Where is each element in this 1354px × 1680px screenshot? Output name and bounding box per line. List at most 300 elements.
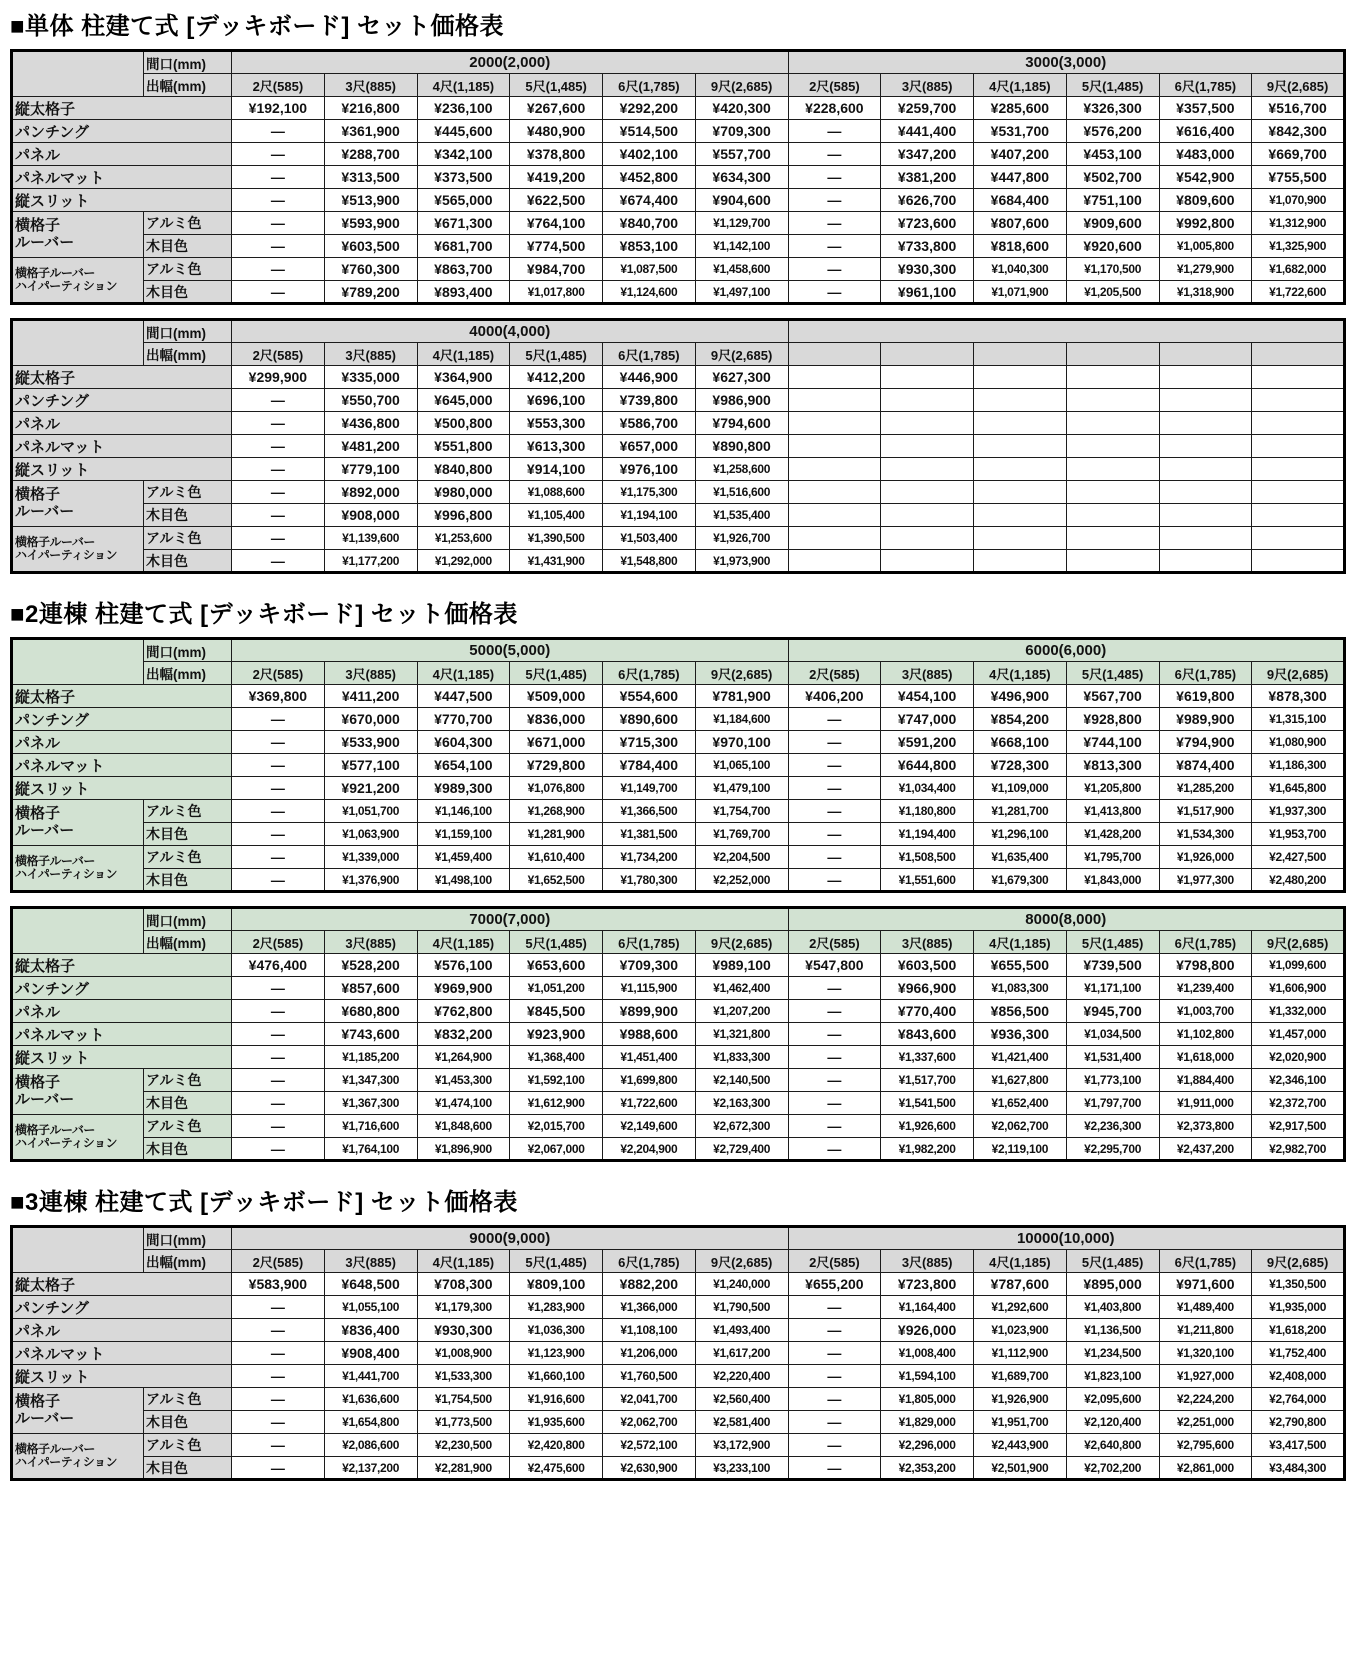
depth-header: 3尺(885) bbox=[881, 662, 974, 685]
table-row bbox=[12, 212, 1345, 235]
price-cell: ¥299,900 bbox=[232, 366, 325, 389]
price-cell: ¥381,200 bbox=[881, 166, 974, 189]
price-cell: ¥1,146,100 bbox=[417, 800, 510, 823]
table-row bbox=[12, 166, 1345, 189]
price-cell: ¥3,484,300 bbox=[1252, 1457, 1345, 1480]
price-cell: ¥842,300 bbox=[1252, 120, 1345, 143]
price-cell: ¥728,300 bbox=[974, 754, 1067, 777]
price-cell: ¥781,900 bbox=[695, 685, 788, 708]
price-cell: ¥2,572,100 bbox=[603, 1434, 696, 1457]
price-cell: ¥1,833,300 bbox=[695, 1046, 788, 1069]
price-cell: ¥347,200 bbox=[881, 143, 974, 166]
price-cell: ¥1,175,300 bbox=[603, 481, 696, 504]
row-sub-label: 木目色 bbox=[144, 869, 232, 892]
row-group-label: 横格子 ルーバー bbox=[12, 1388, 144, 1434]
price-cell: ¥1,498,100 bbox=[417, 869, 510, 892]
price-cell: ¥285,600 bbox=[974, 97, 1067, 120]
price-cell: — bbox=[788, 166, 881, 189]
price-cell: ¥1,935,000 bbox=[1252, 1296, 1345, 1319]
depth-header: 9尺(2,685) bbox=[1252, 1250, 1345, 1273]
price-cell: ¥357,500 bbox=[1159, 97, 1252, 120]
price-cell: ¥743,600 bbox=[324, 1023, 417, 1046]
price-cell: ¥892,000 bbox=[324, 481, 417, 504]
price-cell: ¥373,500 bbox=[417, 166, 510, 189]
price-cell: ¥809,600 bbox=[1159, 189, 1252, 212]
price-cell: ¥1,179,300 bbox=[417, 1296, 510, 1319]
price-cell: ¥2,252,000 bbox=[695, 869, 788, 892]
depth-header: 3尺(885) bbox=[881, 1250, 974, 1273]
price-cell: — bbox=[788, 1434, 881, 1457]
empty-cell bbox=[974, 458, 1067, 481]
price-cell: ¥1,381,500 bbox=[603, 823, 696, 846]
empty-cell bbox=[788, 458, 881, 481]
depth-header: 4尺(1,185) bbox=[417, 1250, 510, 1273]
price-cell: — bbox=[788, 977, 881, 1000]
price-cell: ¥593,900 bbox=[324, 212, 417, 235]
row-group-label: 横格子 ルーバー bbox=[12, 800, 144, 846]
depth-header: 9尺(2,685) bbox=[695, 1250, 788, 1273]
price-cell: ¥335,000 bbox=[324, 366, 417, 389]
table-row bbox=[12, 504, 1345, 527]
price-cell: ¥1,239,400 bbox=[1159, 977, 1252, 1000]
row-label: パンチング bbox=[12, 977, 232, 1000]
table-row bbox=[12, 1457, 1345, 1480]
price-cell: ¥920,600 bbox=[1066, 235, 1159, 258]
price-cell: ¥3,172,900 bbox=[695, 1434, 788, 1457]
price-cell: — bbox=[232, 281, 325, 304]
price-cell: ¥509,000 bbox=[510, 685, 603, 708]
empty-cell bbox=[1159, 389, 1252, 412]
price-cell: ¥747,000 bbox=[881, 708, 974, 731]
empty-cell bbox=[881, 389, 974, 412]
price-cell: ¥1,177,200 bbox=[324, 550, 417, 573]
maguchi-header: 間口(mm) bbox=[144, 1227, 232, 1250]
price-cell: — bbox=[232, 1342, 325, 1365]
price-cell: ¥1,159,100 bbox=[417, 823, 510, 846]
price-cell: — bbox=[232, 1319, 325, 1342]
price-cell: ¥2,296,000 bbox=[881, 1434, 974, 1457]
price-cell: ¥619,800 bbox=[1159, 685, 1252, 708]
depth-header: 2尺(585) bbox=[788, 931, 881, 954]
price-cell: ¥1,194,400 bbox=[881, 823, 974, 846]
price-cell: ¥770,400 bbox=[881, 1000, 974, 1023]
price-cell: ¥1,281,700 bbox=[974, 800, 1067, 823]
price-cell: ¥936,300 bbox=[974, 1023, 1067, 1046]
price-cell: ¥930,300 bbox=[881, 258, 974, 281]
price-cell: ¥496,900 bbox=[974, 685, 1067, 708]
price-cell: ¥671,000 bbox=[510, 731, 603, 754]
price-cell: — bbox=[232, 869, 325, 892]
table-row bbox=[12, 550, 1345, 573]
price-cell: ¥1,722,600 bbox=[603, 1092, 696, 1115]
table-row bbox=[12, 281, 1345, 304]
table-row bbox=[12, 1000, 1345, 1023]
price-cell: ¥655,200 bbox=[788, 1273, 881, 1296]
price-cell: ¥789,200 bbox=[324, 281, 417, 304]
depth-header: 3尺(885) bbox=[881, 931, 974, 954]
price-cell: ¥1,682,000 bbox=[1252, 258, 1345, 281]
empty-cell bbox=[1252, 458, 1345, 481]
price-cell: ¥1,679,300 bbox=[974, 869, 1067, 892]
depth-header: 9尺(2,685) bbox=[695, 74, 788, 97]
price-cell: — bbox=[232, 1138, 325, 1161]
price-cell: ¥1,076,800 bbox=[510, 777, 603, 800]
price-cell: — bbox=[232, 412, 325, 435]
price-cell: ¥1,843,000 bbox=[1066, 869, 1159, 892]
price-cell: ¥1,350,500 bbox=[1252, 1273, 1345, 1296]
price-cell: ¥2,630,900 bbox=[603, 1457, 696, 1480]
price-cell: ¥709,300 bbox=[695, 120, 788, 143]
price-cell: ¥1,279,900 bbox=[1159, 258, 1252, 281]
width-header: 10000(10,000) bbox=[788, 1227, 1345, 1250]
width-header: 5000(5,000) bbox=[232, 639, 789, 662]
depth-header: 9尺(2,685) bbox=[695, 343, 788, 366]
table-row bbox=[12, 869, 1345, 892]
price-cell: ¥1,055,100 bbox=[324, 1296, 417, 1319]
empty-cell bbox=[974, 481, 1067, 504]
row-label: パネル bbox=[12, 731, 232, 754]
price-cell: ¥1,065,100 bbox=[695, 754, 788, 777]
table-row bbox=[12, 366, 1345, 389]
price-cell: — bbox=[232, 504, 325, 527]
debaba-header: 出幅(mm) bbox=[144, 1250, 232, 1273]
depth-header: 6尺(1,785) bbox=[603, 74, 696, 97]
table-row bbox=[12, 754, 1345, 777]
price-cell: — bbox=[232, 1046, 325, 1069]
price-cell: ¥1,170,500 bbox=[1066, 258, 1159, 281]
price-cell: ¥845,500 bbox=[510, 1000, 603, 1023]
price-cell: ¥1,376,900 bbox=[324, 869, 417, 892]
price-cell: — bbox=[232, 1411, 325, 1434]
price-cell: ¥774,500 bbox=[510, 235, 603, 258]
row-sub-label: アルミ色 bbox=[144, 1115, 232, 1138]
price-cell: ¥1,258,600 bbox=[695, 458, 788, 481]
price-cell: ¥553,300 bbox=[510, 412, 603, 435]
empty-cell bbox=[1066, 550, 1159, 573]
row-label: 縦スリット bbox=[12, 1365, 232, 1388]
price-cell: ¥674,400 bbox=[603, 189, 696, 212]
price-cell: ¥1,315,100 bbox=[1252, 708, 1345, 731]
price-cell: ¥446,900 bbox=[603, 366, 696, 389]
section-three-unit bbox=[10, 1182, 1346, 1481]
price-cell: ¥480,900 bbox=[510, 120, 603, 143]
table-row bbox=[12, 685, 1345, 708]
price-cell: ¥1,206,000 bbox=[603, 1342, 696, 1365]
price-cell: ¥2,729,400 bbox=[695, 1138, 788, 1161]
section-two-unit bbox=[10, 594, 1346, 1162]
price-cell: ¥715,300 bbox=[603, 731, 696, 754]
price-cell: ¥1,937,300 bbox=[1252, 800, 1345, 823]
price-cell: ¥684,400 bbox=[974, 189, 1067, 212]
price-cell: ¥708,300 bbox=[417, 1273, 510, 1296]
price-cell: ¥1,618,000 bbox=[1159, 1046, 1252, 1069]
row-group-label: 横格子ルーバー ハイパーティション bbox=[12, 1434, 144, 1480]
price-cell: ¥445,600 bbox=[417, 120, 510, 143]
depth-header: 4尺(1,185) bbox=[417, 74, 510, 97]
price-cell: ¥1,951,700 bbox=[974, 1411, 1067, 1434]
depth-header: 5尺(1,485) bbox=[510, 1250, 603, 1273]
price-cell: ¥1,105,400 bbox=[510, 504, 603, 527]
row-label: パンチング bbox=[12, 708, 232, 731]
price-cell: ¥653,600 bbox=[510, 954, 603, 977]
row-group-label: 横格子 ルーバー bbox=[12, 481, 144, 527]
price-cell: ¥1,253,600 bbox=[417, 527, 510, 550]
price-cell: ¥2,295,700 bbox=[1066, 1138, 1159, 1161]
price-cell: — bbox=[788, 777, 881, 800]
price-cell: ¥908,000 bbox=[324, 504, 417, 527]
price-table-host bbox=[10, 318, 1346, 574]
row-sub-label: アルミ色 bbox=[144, 212, 232, 235]
price-cell: ¥634,300 bbox=[695, 166, 788, 189]
price-cell: ¥603,500 bbox=[324, 235, 417, 258]
empty-cell bbox=[1159, 504, 1252, 527]
row-sub-label: アルミ色 bbox=[144, 1388, 232, 1411]
price-cell: ¥502,700 bbox=[1066, 166, 1159, 189]
price-cell: ¥1,508,500 bbox=[881, 846, 974, 869]
price-cell: ¥1,332,000 bbox=[1252, 1000, 1345, 1023]
empty-cell bbox=[1159, 366, 1252, 389]
row-label: パネル bbox=[12, 412, 232, 435]
price-cell: ¥813,300 bbox=[1066, 754, 1159, 777]
table-row bbox=[12, 1138, 1345, 1161]
row-label: 縦太格子 bbox=[12, 366, 232, 389]
price-cell: ¥760,300 bbox=[324, 258, 417, 281]
row-label: パンチング bbox=[12, 120, 232, 143]
row-group-label: 横格子ルーバー ハイパーティション bbox=[12, 527, 144, 573]
price-table bbox=[10, 318, 1346, 574]
price-cell: ¥1,797,700 bbox=[1066, 1092, 1159, 1115]
price-cell: ¥2,917,500 bbox=[1252, 1115, 1345, 1138]
empty-cell bbox=[1066, 481, 1159, 504]
price-cell: — bbox=[232, 166, 325, 189]
price-cell: ¥1,112,900 bbox=[974, 1342, 1067, 1365]
price-cell: ¥514,500 bbox=[603, 120, 696, 143]
price-cell: ¥342,100 bbox=[417, 143, 510, 166]
price-cell: ¥2,220,400 bbox=[695, 1365, 788, 1388]
price-cell: ¥447,500 bbox=[417, 685, 510, 708]
price-cell: ¥744,100 bbox=[1066, 731, 1159, 754]
table-row bbox=[12, 846, 1345, 869]
empty-cell bbox=[788, 412, 881, 435]
price-cell: ¥627,300 bbox=[695, 366, 788, 389]
empty-cell bbox=[974, 435, 1067, 458]
price-cell: ¥1,535,400 bbox=[695, 504, 788, 527]
price-cell: ¥1,474,100 bbox=[417, 1092, 510, 1115]
price-cell: ¥2,204,900 bbox=[603, 1138, 696, 1161]
price-cell: ¥1,926,900 bbox=[974, 1388, 1067, 1411]
price-cell: ¥1,760,500 bbox=[603, 1365, 696, 1388]
price-cell: ¥836,000 bbox=[510, 708, 603, 731]
price-cell: ¥1,003,700 bbox=[1159, 1000, 1252, 1023]
row-group-label: 横格子ルーバー ハイパーティション bbox=[12, 846, 144, 892]
price-cell: ¥1,618,200 bbox=[1252, 1319, 1345, 1342]
price-cell: ¥2,041,700 bbox=[603, 1388, 696, 1411]
price-cell: ¥926,000 bbox=[881, 1319, 974, 1342]
price-cell: — bbox=[232, 527, 325, 550]
price-cell: ¥1,071,900 bbox=[974, 281, 1067, 304]
price-cell: ¥921,200 bbox=[324, 777, 417, 800]
price-cell: ¥945,700 bbox=[1066, 1000, 1159, 1023]
price-cell: ¥288,700 bbox=[324, 143, 417, 166]
price-cell: ¥853,100 bbox=[603, 235, 696, 258]
row-label: 縦太格子 bbox=[12, 1273, 232, 1296]
price-cell: ¥1,337,600 bbox=[881, 1046, 974, 1069]
section-title: ■3連棟 柱建て式 [デッキボード] セット価格表 bbox=[10, 1189, 518, 1216]
price-cell: ¥1,610,400 bbox=[510, 846, 603, 869]
table-row bbox=[12, 458, 1345, 481]
price-cell: ¥818,600 bbox=[974, 235, 1067, 258]
price-cell: ¥1,063,900 bbox=[324, 823, 417, 846]
price-cell: ¥909,600 bbox=[1066, 212, 1159, 235]
price-cell: ¥668,100 bbox=[974, 731, 1067, 754]
price-cell: ¥970,100 bbox=[695, 731, 788, 754]
price-cell: — bbox=[232, 1457, 325, 1480]
price-cell: ¥1,977,300 bbox=[1159, 869, 1252, 892]
price-cell: ¥2,230,500 bbox=[417, 1434, 510, 1457]
price-cell: ¥577,100 bbox=[324, 754, 417, 777]
price-cell: ¥1,823,100 bbox=[1066, 1365, 1159, 1388]
price-cell: ¥436,800 bbox=[324, 412, 417, 435]
row-sub-label: 木目色 bbox=[144, 1457, 232, 1480]
price-cell: ¥1,431,900 bbox=[510, 550, 603, 573]
debaba-header: 出幅(mm) bbox=[144, 931, 232, 954]
price-cell: ¥1,080,900 bbox=[1252, 731, 1345, 754]
price-cell: ¥452,800 bbox=[603, 166, 696, 189]
empty-cell bbox=[788, 389, 881, 412]
depth-header: 4尺(1,185) bbox=[974, 1250, 1067, 1273]
price-cell: ¥1,953,700 bbox=[1252, 823, 1345, 846]
table-row bbox=[12, 1411, 1345, 1434]
empty-cell bbox=[788, 435, 881, 458]
price-cell: ¥1,829,000 bbox=[881, 1411, 974, 1434]
price-cell: ¥840,700 bbox=[603, 212, 696, 235]
price-cell: ¥923,900 bbox=[510, 1023, 603, 1046]
price-cell: ¥836,400 bbox=[324, 1319, 417, 1342]
price-cell: — bbox=[788, 1342, 881, 1365]
price-cell: ¥454,100 bbox=[881, 685, 974, 708]
depth-header bbox=[881, 343, 974, 366]
price-cell: ¥1,592,100 bbox=[510, 1069, 603, 1092]
empty-cell bbox=[1252, 504, 1345, 527]
corner-cell bbox=[12, 639, 144, 685]
price-cell: ¥1,040,300 bbox=[974, 258, 1067, 281]
price-cell: ¥1,790,500 bbox=[695, 1296, 788, 1319]
price-cell: — bbox=[788, 754, 881, 777]
price-cell: — bbox=[232, 823, 325, 846]
price-cell: ¥1,321,800 bbox=[695, 1023, 788, 1046]
price-cell: ¥798,800 bbox=[1159, 954, 1252, 977]
empty-cell bbox=[1066, 458, 1159, 481]
price-cell: ¥1,109,000 bbox=[974, 777, 1067, 800]
depth-header bbox=[1252, 343, 1345, 366]
section-title: ■単体 柱建て式 [デッキボード] セット価格表 bbox=[10, 13, 505, 40]
price-cell: ¥1,366,500 bbox=[603, 800, 696, 823]
price-cell: ¥1,185,200 bbox=[324, 1046, 417, 1069]
price-cell: ¥1,051,700 bbox=[324, 800, 417, 823]
price-cell: ¥2,137,200 bbox=[324, 1457, 417, 1480]
table-row bbox=[12, 120, 1345, 143]
price-cell: ¥1,180,800 bbox=[881, 800, 974, 823]
row-sub-label: 木目色 bbox=[144, 504, 232, 527]
depth-header: 6尺(1,785) bbox=[603, 343, 696, 366]
price-cell: ¥882,200 bbox=[603, 1273, 696, 1296]
price-cell: ¥528,200 bbox=[324, 954, 417, 977]
price-cell: ¥986,900 bbox=[695, 389, 788, 412]
price-table bbox=[10, 49, 1346, 305]
depth-header bbox=[974, 343, 1067, 366]
depth-header: 5尺(1,485) bbox=[1066, 931, 1159, 954]
empty-cell bbox=[1252, 435, 1345, 458]
price-cell: — bbox=[232, 143, 325, 166]
empty-cell bbox=[1252, 527, 1345, 550]
price-cell: — bbox=[232, 1092, 325, 1115]
price-cell: ¥971,600 bbox=[1159, 1273, 1252, 1296]
price-cell: ¥513,900 bbox=[324, 189, 417, 212]
price-cell: ¥407,200 bbox=[974, 143, 1067, 166]
price-cell: ¥1,240,000 bbox=[695, 1273, 788, 1296]
price-cell: ¥890,600 bbox=[603, 708, 696, 731]
row-label: 縦スリット bbox=[12, 458, 232, 481]
price-cell: ¥1,051,200 bbox=[510, 977, 603, 1000]
price-cell: ¥863,700 bbox=[417, 258, 510, 281]
price-cell: ¥1,413,800 bbox=[1066, 800, 1159, 823]
price-cell: ¥2,764,000 bbox=[1252, 1388, 1345, 1411]
price-cell: ¥531,700 bbox=[974, 120, 1067, 143]
price-cell: ¥1,421,400 bbox=[974, 1046, 1067, 1069]
row-sub-label: 木目色 bbox=[144, 281, 232, 304]
row-label: 縦太格子 bbox=[12, 685, 232, 708]
row-sub-label: 木目色 bbox=[144, 235, 232, 258]
price-cell: ¥1,517,700 bbox=[881, 1069, 974, 1092]
depth-header: 5尺(1,485) bbox=[510, 931, 603, 954]
price-cell: ¥2,795,600 bbox=[1159, 1434, 1252, 1457]
price-cell: — bbox=[232, 1434, 325, 1457]
price-cell: ¥626,700 bbox=[881, 189, 974, 212]
price-cell: ¥729,800 bbox=[510, 754, 603, 777]
price-cell: ¥1,594,100 bbox=[881, 1365, 974, 1388]
price-cell: ¥1,268,900 bbox=[510, 800, 603, 823]
price-cell: ¥1,489,400 bbox=[1159, 1296, 1252, 1319]
price-cell: ¥1,848,600 bbox=[417, 1115, 510, 1138]
row-label: パネルマット bbox=[12, 435, 232, 458]
corner-cell bbox=[12, 908, 144, 954]
price-table-host bbox=[10, 1225, 1346, 1481]
price-cell: — bbox=[788, 1115, 881, 1138]
price-cell: ¥622,500 bbox=[510, 189, 603, 212]
price-cell: ¥1,367,300 bbox=[324, 1092, 417, 1115]
price-cell: — bbox=[788, 235, 881, 258]
row-label: パネル bbox=[12, 1319, 232, 1342]
price-cell: ¥1,115,900 bbox=[603, 977, 696, 1000]
row-label: パンチング bbox=[12, 1296, 232, 1319]
price-table-host bbox=[10, 906, 1346, 1162]
price-cell: ¥1,325,900 bbox=[1252, 235, 1345, 258]
price-cell: ¥1,164,400 bbox=[881, 1296, 974, 1319]
price-cell: ¥1,292,600 bbox=[974, 1296, 1067, 1319]
price-cell: ¥1,635,400 bbox=[974, 846, 1067, 869]
price-cell: ¥1,205,500 bbox=[1066, 281, 1159, 304]
price-cell: ¥654,100 bbox=[417, 754, 510, 777]
price-cell: ¥2,251,000 bbox=[1159, 1411, 1252, 1434]
price-cell: ¥1,017,800 bbox=[510, 281, 603, 304]
price-cell: — bbox=[788, 869, 881, 892]
price-cell: ¥832,200 bbox=[417, 1023, 510, 1046]
price-cell: ¥893,400 bbox=[417, 281, 510, 304]
price-cell: ¥1,926,600 bbox=[881, 1115, 974, 1138]
price-cell: — bbox=[232, 1365, 325, 1388]
price-cell: ¥1,211,800 bbox=[1159, 1319, 1252, 1342]
empty-cell bbox=[1252, 412, 1345, 435]
